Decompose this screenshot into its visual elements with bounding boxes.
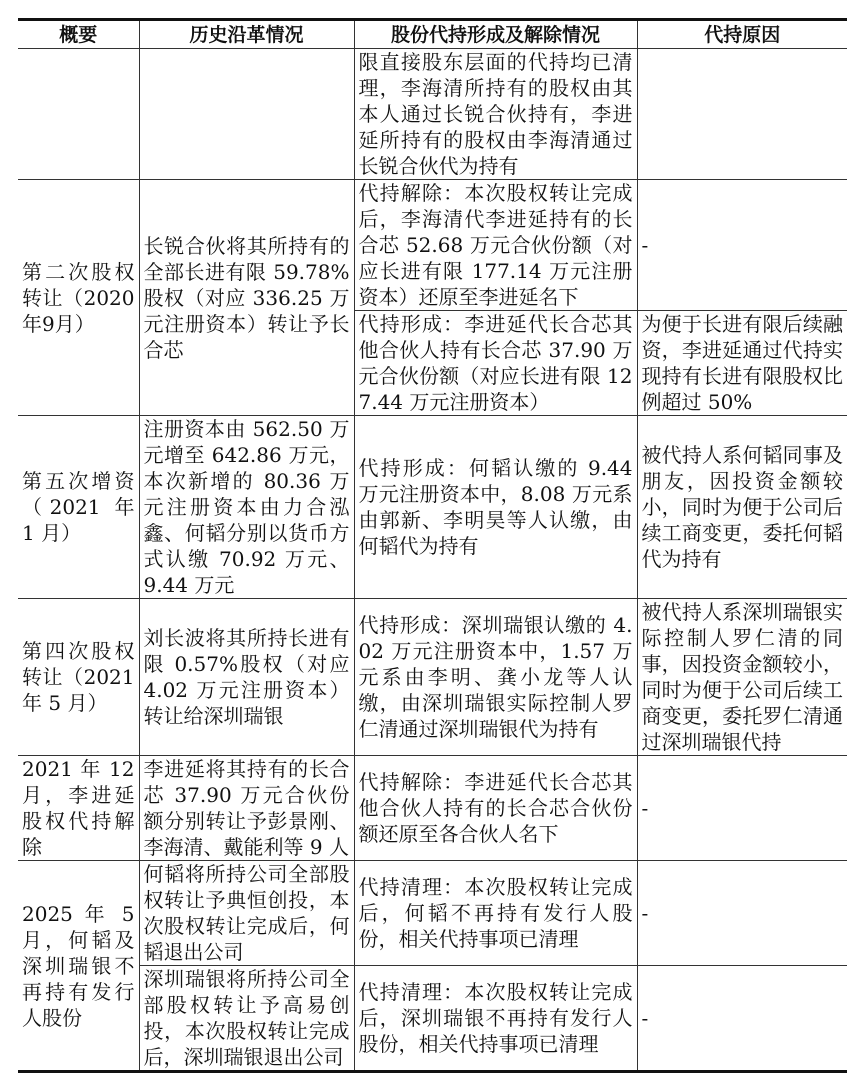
table-row xyxy=(18,861,847,966)
cell-reason: 为便于长进有限后续融资，李进延通过代持实现持有长进有限股权比例超过 50% xyxy=(637,311,847,416)
cell-reason: - xyxy=(637,180,847,311)
cell-summary xyxy=(18,49,139,180)
cell-history: 李进延将其持有的长合芯 37.90 万元合伙份额分别转让予彭景刚、李海清、戴能利等 9 人 xyxy=(139,756,354,861)
cell-status: 代持形成：深圳瑞银认缴的 4.02 万元注册资本中，1.57 万元系由李明、龚小龙等人认缴，由深圳瑞银实际控制人罗仁清通过深圳瑞银代为持有 xyxy=(354,599,637,756)
table-row xyxy=(18,416,847,599)
table-row xyxy=(18,49,847,180)
cell-status: 限直接股东层面的代持均已清理，李海清所持有的股权由其本人通过长锐合伙持有，李进延所持有的股权由李海清通过长锐合伙代为持有 xyxy=(354,49,637,180)
cell-history: 长锐合伙将其所持有的全部长进有限 59.78%股权（对应 336.25 万元注册资本）转让予长合芯 xyxy=(139,180,354,416)
table-row xyxy=(18,756,847,861)
cell-reason: - xyxy=(637,966,847,1072)
header-holding-status: 股份代持形成及解除情况 xyxy=(354,20,637,49)
equity-holding-table xyxy=(18,18,847,1073)
cell-history: 注册资本由 562.50 万元增至 642.86 万元，本次新增的 80.36 万元注册资本由力合泓鑫、何韬分别以货币方式认缴 70.92 万元、9.44 万元 xyxy=(139,416,354,599)
cell-summary: 第二次股权转让（2020年9月） xyxy=(18,180,139,416)
cell-status: 代持清理：本次股权转让完成后，深圳瑞银不再持有发行人股份，相关代持事项已清理 xyxy=(354,966,637,1072)
cell-status: 代持清理：本次股权转让完成后，何韬不再持有发行人股份，相关代持事项已清理 xyxy=(354,861,637,966)
table-row xyxy=(18,599,847,756)
cell-reason: 被代持人系深圳瑞银实际控制人罗仁清的同事，因投资金额较小，同时为便于公司后续工商变更，委托罗仁清通过深圳瑞银代持 xyxy=(637,599,847,756)
cell-history: 深圳瑞银将所持公司全部股权转让予高易创投，本次股权转让完成后，深圳瑞银退出公司 xyxy=(139,966,354,1072)
cell-history: 何韬将所持公司全部股权转让予典恒创投，本次股权转让完成后，何韬退出公司 xyxy=(139,861,354,966)
header-history: 历史沿革情况 xyxy=(139,20,354,49)
cell-status: 代持解除：李进延代长合芯其他合伙人持有的长合芯合伙份额还原至各合伙人名下 xyxy=(354,756,637,861)
cell-history: 刘长波将其所持长进有限 0.57%股权（对应 4.02 万元注册资本）转让给深圳瑞银 xyxy=(139,599,354,756)
cell-reason: 被代持人系何韬同事及朋友，因投资金额较小，同时为便于公司后续工商变更，委托何韬代为持有 xyxy=(637,416,847,599)
cell-status: 代持解除：本次股权转让完成后，李海清代李进延持有的长合芯 52.68 万元合伙份额（对应长进有限 177.14 万元注册资本）还原至李进延名下 xyxy=(354,180,637,311)
cell-reason xyxy=(637,49,847,180)
cell-summary: 第四次股权转让（2021 年 5 月） xyxy=(18,599,139,756)
cell-reason: - xyxy=(637,861,847,966)
cell-summary: 第五次增资（2021 年 1 月） xyxy=(18,416,139,599)
table-header-row xyxy=(18,20,847,49)
header-reason: 代持原因 xyxy=(637,20,847,49)
table-row xyxy=(18,966,847,1072)
cell-status: 代持形成：李进延代长合芯其他合伙人持有长合芯 37.90 万元合伙份额（对应长进有限 127.44 万元注册资本） xyxy=(354,311,637,416)
cell-history xyxy=(139,49,354,180)
header-summary: 概要 xyxy=(18,20,139,49)
table-row xyxy=(18,180,847,311)
cell-summary: 2021 年 12 月，李进延股权代持解除 xyxy=(18,756,139,861)
cell-summary: 2025 年 5 月，何韬及深圳瑞银不再持有发行人股份 xyxy=(18,861,139,1072)
cell-reason: - xyxy=(637,756,847,861)
cell-status: 代持形成：何韬认缴的 9.44 万元注册资本中，8.08 万元系由郭新、李明昊等人认缴，由何韬代为持有 xyxy=(354,416,637,599)
